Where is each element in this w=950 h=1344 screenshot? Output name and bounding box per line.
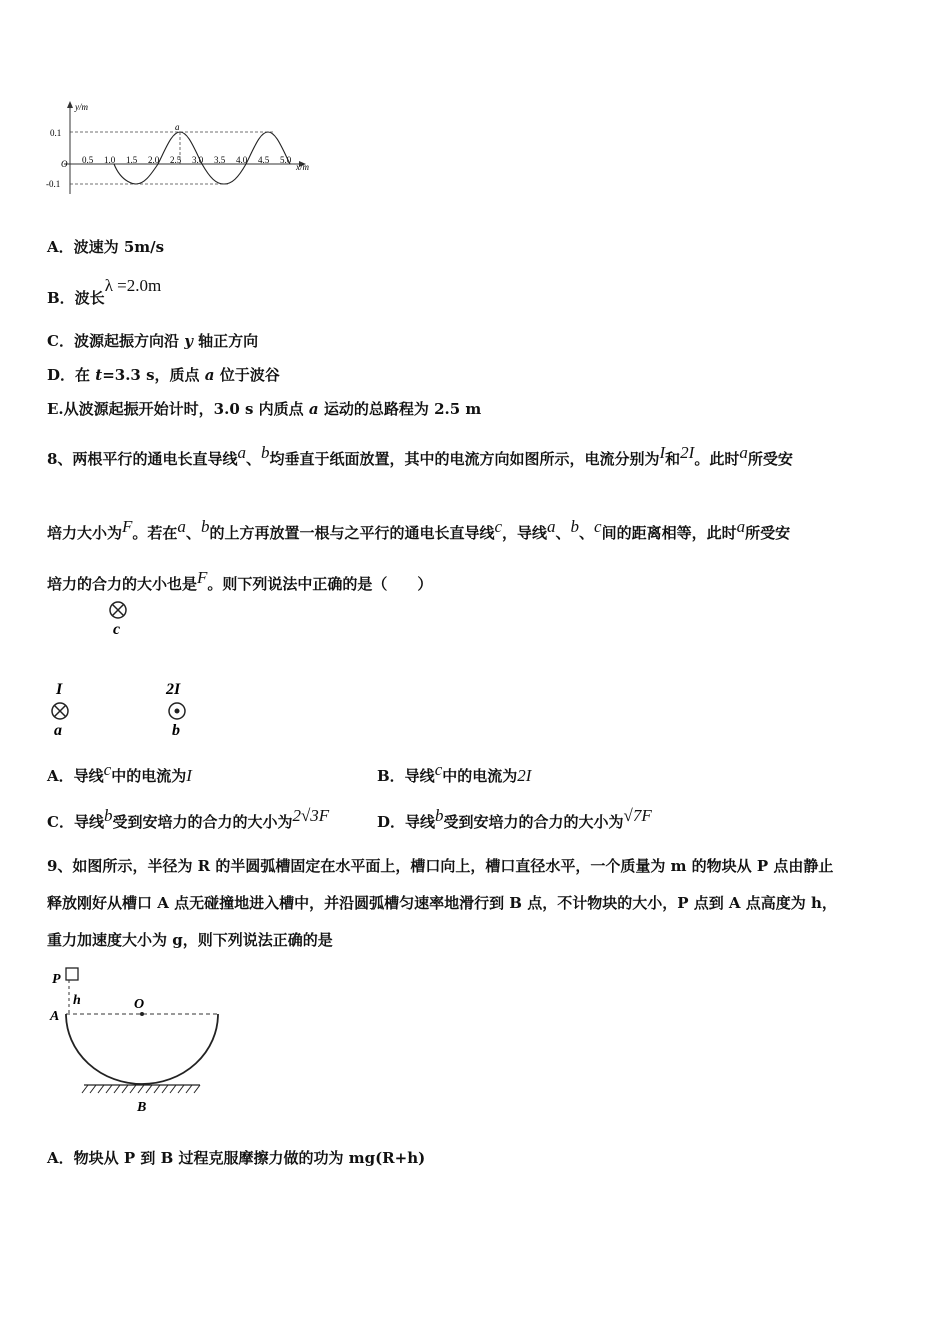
value-sqrt7F: √7F: [623, 806, 652, 825]
wave-graph: [44, 98, 324, 198]
text: 受到安培力的合力的大小为: [112, 813, 293, 831]
var-a: a: [739, 443, 748, 462]
value-2sqrt3F: 2√3F: [292, 806, 330, 825]
text: C．导线: [47, 813, 104, 831]
label-I: I: [56, 681, 63, 698]
x-tick: 1.5: [126, 155, 138, 165]
text: 。此时: [694, 450, 740, 468]
label-b: b: [172, 722, 180, 739]
var-c: c: [494, 517, 502, 536]
q7-option-b: [47, 276, 161, 308]
wires-figure: [44, 594, 214, 744]
wire-a: [52, 681, 68, 739]
text: 、: [579, 524, 595, 542]
bowl-figure: [44, 962, 234, 1118]
var-a: a: [547, 517, 556, 536]
text: C．波源起振方向沿: [47, 332, 179, 350]
var-a: a: [736, 517, 746, 536]
var-t: t: [95, 366, 103, 384]
label-P: P: [52, 972, 61, 987]
label-h: h: [73, 993, 81, 1008]
block-P: [66, 968, 78, 980]
var-2I: 2I: [680, 443, 695, 462]
text: 培力大小为: [47, 524, 123, 542]
var-b: b: [103, 806, 113, 825]
wavelength-formula: λ =2.0m: [104, 276, 162, 295]
q9-line-3: 重力加速度大小为 g，则下列说法正确的是: [47, 931, 333, 949]
var-b: b: [570, 517, 580, 536]
text: 、: [245, 450, 261, 468]
text: D．在: [47, 366, 91, 384]
text: ，导线: [502, 524, 548, 542]
label-A: A: [50, 1009, 60, 1024]
text: 。若在: [132, 524, 178, 542]
q9-option-a: A．物块从 P 到 B 过程克服摩擦力做的功为 mg(R+h): [47, 1149, 426, 1167]
text: 。则下列说法中正确的是（ ）: [207, 575, 433, 593]
q7-option-d: [47, 364, 280, 385]
var-a: a: [204, 366, 215, 384]
x-tick: 4.0: [236, 155, 248, 165]
text: 运动的总路程为 2.5 m: [323, 400, 482, 418]
text: 中的电流为: [111, 767, 187, 785]
x-tick: 2.5: [170, 155, 182, 165]
var-I: I: [659, 443, 666, 462]
q7-option-a: A．波速为 5m/s: [47, 238, 165, 256]
var-a: a: [237, 443, 246, 462]
text: E.从波源起振开始计时，3.0 s 内质点: [47, 400, 304, 418]
x-tick: 3.5: [214, 155, 226, 165]
text: A．导线: [47, 767, 104, 785]
value-2I: 2I: [517, 766, 532, 785]
var-F: F: [122, 517, 133, 536]
text: 的上方再放置一根与之平行的通电长直导线: [209, 524, 495, 542]
text: 间的距离相等，此时: [601, 524, 737, 542]
q7-option-c: [47, 330, 258, 351]
semicircle-groove: [66, 1014, 218, 1084]
wire-b: [165, 681, 185, 739]
option-b-prefix: B．波长: [47, 289, 105, 307]
y-axis-label: y/m: [75, 102, 88, 112]
label-c: c: [113, 621, 121, 638]
value-I: I: [186, 766, 192, 785]
q8-option-b: [377, 760, 531, 786]
label-O: O: [134, 997, 145, 1012]
x-tick: 5.0: [280, 155, 292, 165]
text: 中的电流为: [442, 767, 518, 785]
q8-line-2: [47, 517, 790, 543]
text: B．导线: [377, 767, 435, 785]
var-y: y: [184, 332, 193, 350]
q9-line-1: 9、如图所示，半径为 R 的半圆弧槽固定在水平面上，槽口向上，槽口直径水平，一个质量为 m 的物块从 P 点由静止: [47, 857, 834, 875]
q9-line-2: 释放刚好从槽口 A 点无碰撞地进入槽中，并沿圆弧槽匀速率地滑行到 B 点，不计物块的大小，P 点到 A 点高度为 h，: [47, 894, 837, 912]
q8-line-3: [47, 568, 432, 594]
y-tick-0.1: 0.1: [50, 128, 62, 138]
text: 受到安培力的合力的大小为: [443, 813, 624, 831]
text: 、: [555, 524, 571, 542]
text: 、: [185, 524, 201, 542]
var-b: b: [200, 517, 210, 536]
q7-option-e: [47, 398, 481, 419]
label-B: B: [137, 1100, 147, 1115]
label-a: a: [54, 722, 62, 739]
text: =3.3 s，质点: [102, 366, 200, 384]
q8-line-1: [47, 443, 793, 469]
x-tick: 4.5: [258, 155, 270, 165]
q8-option-a: [47, 760, 192, 786]
x-tick: 0.5: [82, 155, 94, 165]
var-c: c: [434, 760, 443, 779]
q8-option-d: [377, 806, 652, 832]
q8-option-c: [47, 806, 329, 832]
x-axis-label: x/m: [296, 162, 309, 172]
var-b: b: [435, 806, 444, 825]
var-b: b: [260, 443, 270, 462]
text: 和: [665, 450, 681, 468]
point-a-label: a: [175, 122, 180, 132]
label-2I: 2I: [166, 681, 181, 698]
var-a: a: [308, 400, 319, 418]
var-F: F: [197, 568, 208, 587]
text: 培力的合力的大小也是: [47, 575, 198, 593]
x-tick: 1.0: [104, 155, 116, 165]
text: 8、两根平行的通电长直导线: [47, 450, 238, 468]
var-c: c: [103, 760, 112, 779]
wire-c: [110, 602, 126, 638]
y-tick-neg-0.1: -0.1: [46, 179, 61, 189]
var-c: c: [594, 517, 602, 536]
origin-label: O: [61, 159, 68, 169]
text: 所受安: [747, 450, 793, 468]
var-a: a: [177, 517, 186, 536]
text: D．导线: [377, 813, 436, 831]
x-tick: 3.0: [192, 155, 204, 165]
x-tick: 2.0: [148, 155, 160, 165]
text: 均垂直于纸面放置，其中的电流方向如图所示，电流分别为: [269, 450, 660, 468]
text: 轴正方向: [198, 332, 259, 350]
text: 所受安: [745, 524, 791, 542]
text: 位于波谷: [219, 366, 280, 384]
